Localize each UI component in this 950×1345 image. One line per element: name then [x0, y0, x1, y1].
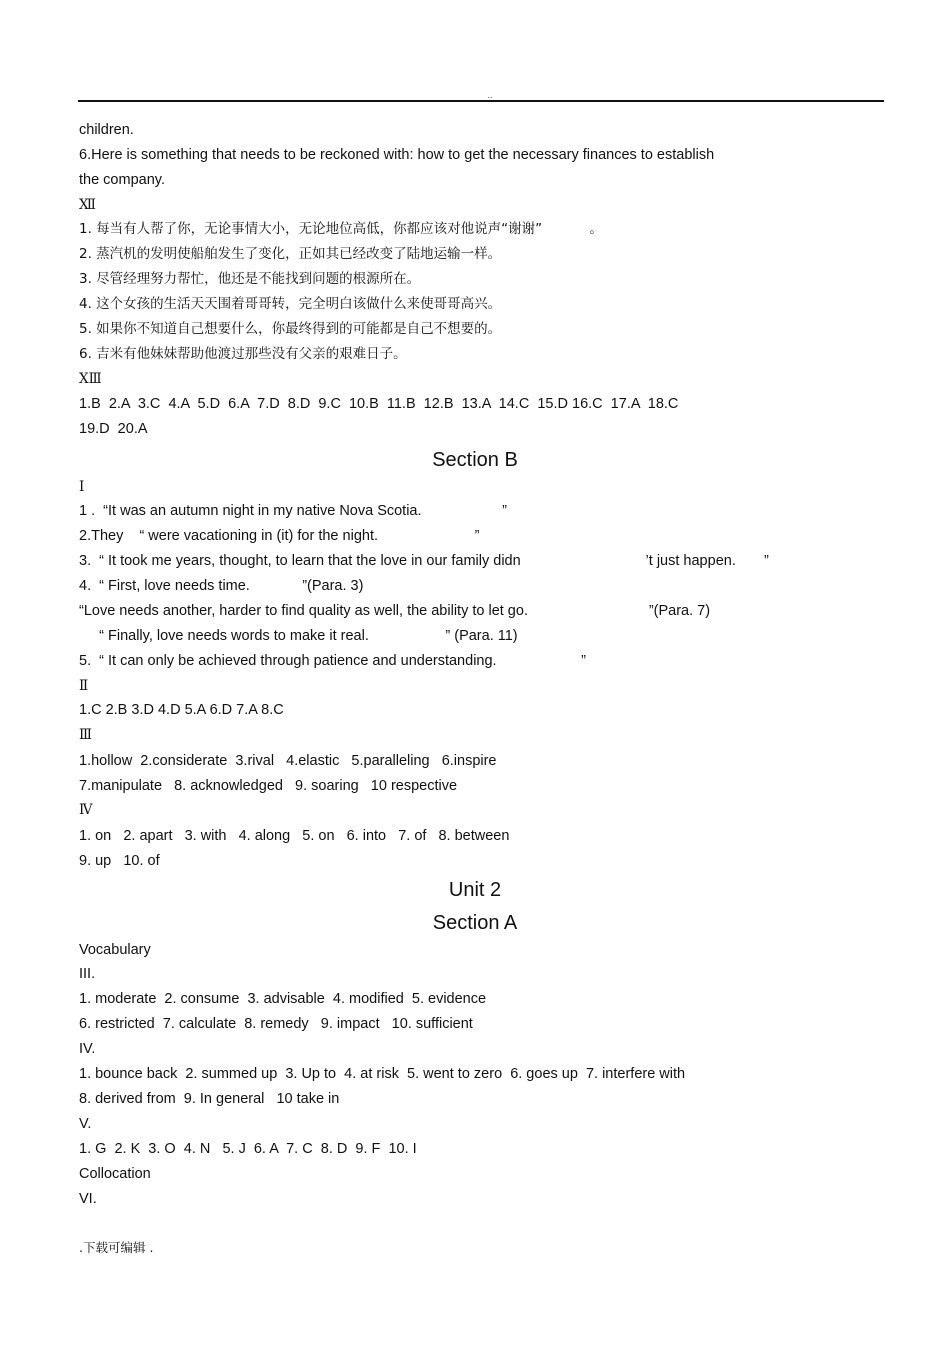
text-line: children.: [79, 122, 134, 138]
roman-numeral-heading: Ⅰ: [79, 479, 85, 495]
quote-line: 5. “ It can only be achieved through patience and understanding. ”: [79, 653, 586, 669]
text-line: the company.: [79, 172, 165, 188]
unit-heading: Unit 2: [448, 879, 502, 901]
exercise-label: III.: [79, 966, 96, 982]
header-mark: ..: [487, 90, 493, 100]
answer-line: 1. G 2. K 3. O 4. N 5. J 6. A 7. C 8. D 9. F 10. I: [79, 1141, 417, 1157]
answer-line: 8. derived from 9. In general 10 take in: [79, 1091, 340, 1107]
quote-line: 2.They “ were vacationing in (it) for the night. ”: [79, 528, 480, 544]
quote-line: 3. “ It took me years, thought, to learn that the love in our family didn ’t just happen. ”: [79, 553, 769, 569]
roman-numeral-heading: Ⅲ: [79, 727, 93, 743]
answer-line: 9. up 10. of: [79, 853, 160, 869]
header-rule: [78, 100, 884, 102]
exercise-label: VI.: [79, 1191, 97, 1207]
exercise-label: IV.: [79, 1041, 96, 1057]
footer-note: .下载可编辑 .: [79, 1240, 154, 1255]
roman-numeral-heading: Ⅻ: [79, 197, 96, 213]
answer-line: 1.C 2.B 3.D 4.D 5.A 6.D 7.A 8.C: [79, 702, 284, 718]
quote-line: 4. “ First, love needs time. ”(Para. 3): [79, 578, 364, 594]
roman-numeral-heading: Ⅳ: [79, 802, 93, 818]
answer-line: 1. bounce back 2. summed up 3. Up to 4. at risk 5. went to zero 6. goes up 7. interfere with: [79, 1066, 686, 1082]
translation-line: 1. 每当有人帮了你，无论事情大小，无论地位高低，你都应该对他说声“谢谢” 。: [79, 221, 603, 237]
quote-line: “ Finally, love needs words to make it real. ” (Para. 11): [79, 628, 518, 644]
section-heading: Section B: [432, 449, 518, 471]
subsection-label: Collocation: [79, 1166, 151, 1182]
translation-line: 3. 尽管经理努力帮忙，他还是不能找到问题的根源所在。: [79, 271, 421, 287]
answer-line: 1.B 2.A 3.C 4.A 5.D 6.A 7.D 8.D 9.C 10.B 11.B 12.B 13.A 14.C 15.D 16.C 17.A 18.C: [79, 396, 679, 412]
answer-line: 1.hollow 2.considerate 3.rival 4.elastic 5.paralleling 6.inspire: [79, 753, 497, 769]
translation-line: 2. 蒸汽机的发明使船舶发生了变化，正如其已经改变了陆地运输一样。: [79, 246, 502, 262]
roman-numeral-heading: Ⅱ: [79, 678, 89, 694]
text-line: 6.Here is something that needs to be reckoned with: how to get the necessary finances to establish: [79, 147, 715, 163]
translation-line: 4. 这个女孩的生活天天围着哥哥转，完全明白该做什么来使哥哥高兴。: [79, 296, 502, 312]
translation-line: 6. 吉米有他妹妹帮助他渡过那些没有父亲的艰难日子。: [79, 346, 407, 362]
subsection-label: Vocabulary: [79, 942, 151, 958]
exercise-label: V.: [79, 1116, 92, 1132]
roman-numeral-heading: ⅩⅢ: [79, 371, 102, 387]
quote-line: 1 . “It was an autumn night in my native Nova Scotia. ”: [79, 503, 507, 519]
answer-line: 19.D 20.A: [79, 421, 148, 437]
answer-line: 6. restricted 7. calculate 8. remedy 9. impact 10. sufficient: [79, 1016, 473, 1032]
quote-line: “Love needs another, harder to find quality as well, the ability to let go. ”(Para. 7): [79, 603, 711, 619]
translation-line: 5. 如果你不知道自己想要什么，你最终得到的可能都是自己不想要的。: [79, 321, 502, 337]
answer-line: 7.manipulate 8. acknowledged 9. soaring 10 respective: [79, 778, 458, 794]
answer-line: 1. on 2. apart 3. with 4. along 5. on 6. into 7. of 8. between: [79, 828, 510, 844]
section-heading: Section A: [432, 912, 518, 934]
answer-line: 1. moderate 2. consume 3. advisable 4. modified 5. evidence: [79, 991, 487, 1007]
